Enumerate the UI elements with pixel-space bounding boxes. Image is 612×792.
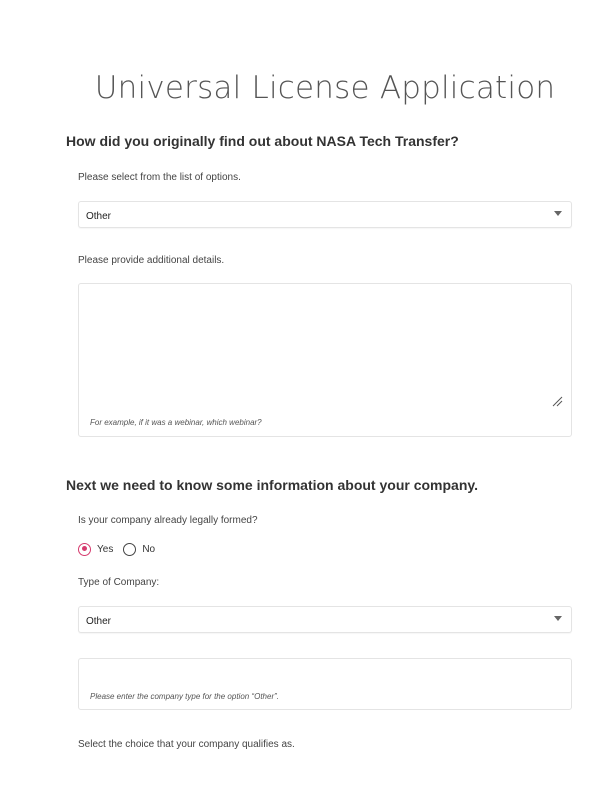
radio-yes-label: Yes bbox=[97, 543, 114, 555]
chevron-down-icon bbox=[554, 616, 562, 621]
section-heading-company: Next we need to know some information about your company. bbox=[66, 477, 479, 493]
resize-grip-icon[interactable] bbox=[552, 396, 563, 407]
radio-yes-circle[interactable] bbox=[78, 543, 91, 556]
company-type-select[interactable] bbox=[78, 606, 572, 633]
details-label: Please provide additional details. bbox=[78, 255, 225, 266]
company-type-label: Type of Company: bbox=[78, 577, 160, 588]
other-company-type-input[interactable] bbox=[78, 658, 572, 710]
discovery-select[interactable] bbox=[78, 201, 572, 228]
radio-option-yes[interactable] bbox=[78, 543, 113, 556]
qualifies-label: Select the choice that your company qualifies as. bbox=[78, 739, 295, 750]
section-heading-discovery: How did you originally find out about NASA Tech Transfer? bbox=[66, 133, 459, 149]
discovery-select-label: Please select from the list of options. bbox=[78, 172, 241, 183]
radio-no-label: No bbox=[142, 543, 156, 555]
company-type-select-value: Other bbox=[86, 616, 112, 627]
discovery-select-value: Other bbox=[86, 211, 112, 222]
chevron-down-icon bbox=[554, 211, 562, 216]
formed-radio-group bbox=[78, 541, 165, 557]
details-textarea[interactable] bbox=[78, 283, 572, 437]
other-company-type-hint: Please enter the company type for the option “Other”. bbox=[90, 692, 279, 701]
page-title: Universal License Application bbox=[94, 70, 556, 106]
details-hint: For example, if it was a webinar, which webinar? bbox=[90, 418, 262, 427]
radio-no-circle[interactable] bbox=[123, 543, 136, 556]
radio-option-no[interactable] bbox=[123, 543, 155, 556]
formed-question-label: Is your company already legally formed? bbox=[78, 515, 258, 526]
